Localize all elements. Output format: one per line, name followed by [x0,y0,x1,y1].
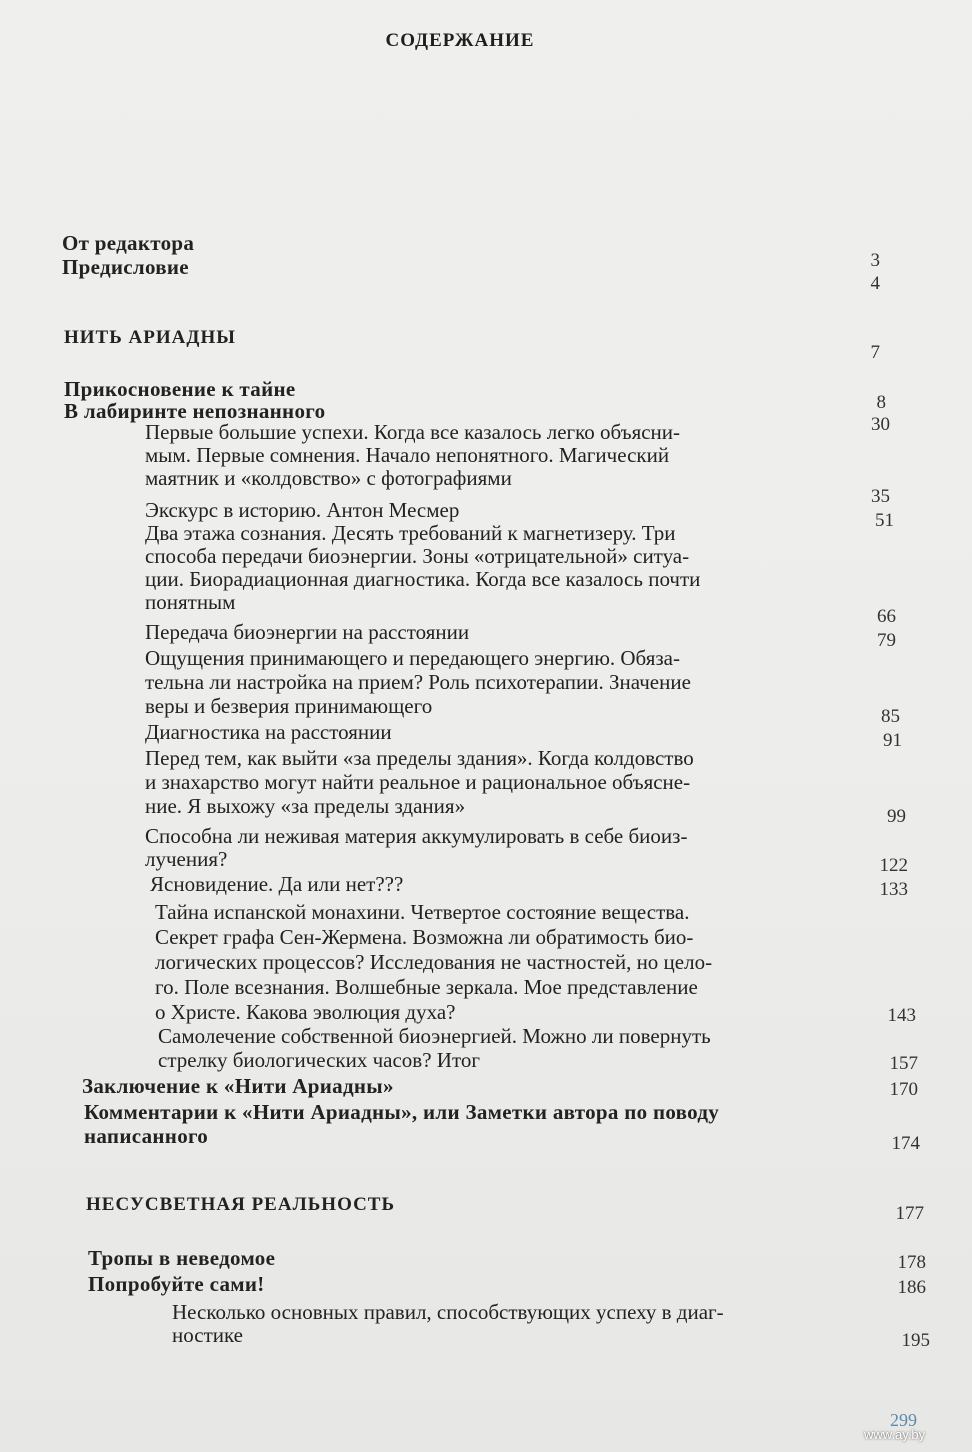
toc-entry-part1-closing-0: Заключение к «Нити Ариадны» [82,1074,394,1098]
part1-title: НИТЬ АРИАДНЫ [64,327,236,348]
toc-sub-line: логических процессов? Исследования не частностей, но цело- [155,950,713,974]
toc-sub-line: Перед тем, как выйти «за пределы здания». Когда колдовство [145,746,694,770]
toc-page-sub-4: 85 [881,706,900,727]
toc-entry-part1-closing-1-cont: написанного [84,1124,209,1148]
toc-page-part1-closing-1: 174 [891,1133,920,1154]
toc-sub-line: ции. Биорадиационная диагностика. Когда все казалось почти [145,567,701,591]
toc-page-sub-9: 143 [887,1005,916,1026]
toc-entry-part2-item-1: Попробуйте сами! [88,1272,265,1296]
watermark: www.ay.by [864,1427,926,1442]
toc-page-sub-10: 157 [889,1053,918,1074]
toc-page-sub-7: 122 [879,855,908,876]
toc-page-part1-item-0: 8 [876,392,886,413]
toc-entry-part1-item-1: В лабиринте непознанного [64,399,326,423]
toc-sub-line: ностике [172,1323,243,1347]
toc-sub-line: Тайна испанской монахини. Четвертое состояние вещества. [155,900,690,924]
toc-sub-line: способа передачи биоэнергии. Зоны «отрицательной» ситуа- [145,544,690,568]
toc-entry-front-0: От редактора [62,231,195,255]
toc-page-part1-item-1: 30 [871,414,890,435]
toc-entry-part1-item-0: Прикосновение к тайне [64,377,296,401]
toc-sub-line: Экскурс в историю. Антон Месмер [145,498,460,522]
toc-sub-line: ние. Я выхожу «за пределы здания» [145,794,466,818]
part2-title: НЕСУСВЕТНАЯ РЕАЛЬНОСТЬ [86,1194,396,1215]
toc-title: СОДЕРЖАНИЕ [385,30,535,51]
toc-page-sub-8: 133 [879,879,908,900]
toc-sub-line: го. Поле всезнания. Волшебные зеркала. Мое представление [155,975,698,999]
toc-sub-line: понятным [145,590,236,614]
toc-page-front-0: 3 [870,250,880,271]
toc-page-sub-1: 51 [875,510,894,531]
toc-page-front-1: 4 [870,273,880,294]
toc-page-part2-item-1: 186 [897,1277,926,1298]
toc-sub-line: Способна ли неживая материя аккумулировать в себе биоиз- [145,824,688,848]
toc-sub-line: тельна ли настройка на прием? Роль психотерапии. Значение [145,670,691,694]
toc-sub-line: Несколько основных правил, способствующих успеху в диаг- [172,1300,724,1324]
toc-page-sub-3: 79 [877,630,896,651]
toc-sub-line: веры и безверия принимающего [145,694,433,718]
toc-sub-line: мым. Первые сомнения. Начало непонятного. Магический [145,443,670,467]
toc-sub-line: Секрет графа Сен-Жермена. Возможна ли обратимость био- [155,925,694,949]
toc-sub-line: Ясновидение. Да или нет??? [150,872,404,896]
toc-page-sub-6: 99 [887,806,906,827]
toc-sub-line: Два этажа сознания. Десять требований к магнетизеру. Три [145,521,676,545]
toc-page-sub-2: 66 [877,606,896,627]
page-number: 299 [890,1410,917,1430]
toc-sub-line: Ощущения принимающего и передающего энергию. Обяза- [145,646,680,670]
toc-page-part1-closing-0: 170 [889,1079,918,1100]
toc-entry-part2-item-0: Тропы в неведомое [88,1246,276,1270]
toc-page-part2-sub-0: 195 [901,1330,930,1351]
toc-page-sub-0: 35 [871,486,890,507]
part2-page: 177 [895,1203,924,1224]
toc-entry-part1-closing-1: Комментарии к «Нити Ариадны», или Заметки автора по поводу [84,1100,720,1124]
toc-sub-line: о Христе. Какова эволюция духа? [155,1000,456,1024]
toc-sub-line: и знахарство могут найти реальное и рациональное объясне- [145,770,691,794]
toc-sub-line: Самолечение собственной биоэнергией. Можно ли повернуть [158,1024,711,1048]
toc-sub-line: стрелку биологических часов? Итог [158,1048,480,1072]
toc-sub-line: лучения? [145,847,228,871]
toc-sub-line: Диагностика на расстоянии [145,720,392,744]
toc-sub-line: Передача биоэнергии на расстоянии [145,620,470,644]
toc-sub-line: маятник и «колдовство» с фотографиями [145,466,512,490]
toc-page-part2-item-0: 178 [897,1252,926,1273]
toc-page-sub-5: 91 [883,730,902,751]
toc-entry-front-1: Предисловие [62,255,189,279]
part1-page: 7 [870,342,880,363]
toc-sub-line: Первые большие успехи. Когда все казалось легко объясни- [145,420,681,444]
